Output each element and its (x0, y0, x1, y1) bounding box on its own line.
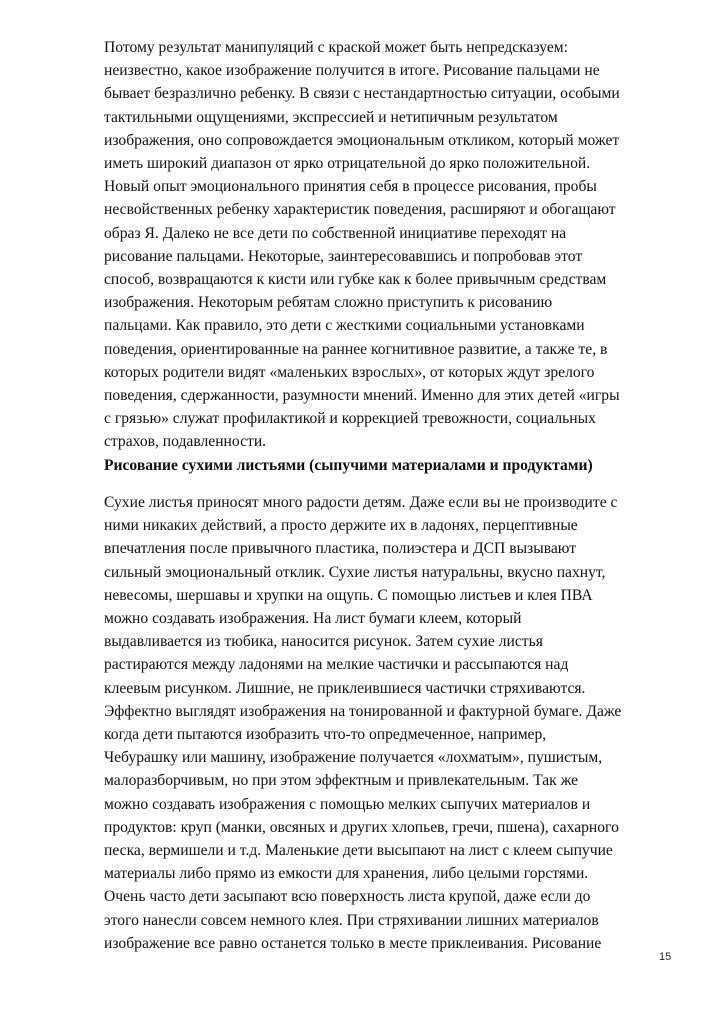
text-line: страхов, подавленности. (104, 433, 267, 451)
text-line: образ Я. Далеко не все дети по собственной инициативе переходят на (104, 224, 567, 242)
text-line: продуктов: круп (манки, овсяных и других хлопьев, гречи, пшена), сахарного (104, 818, 619, 836)
text-line: ними никаких действий, а просто держите их в ладонях, перцептивные (104, 517, 578, 535)
text-line: неизвестно, какое изображение получится в итоге. Рисование пальцами не (104, 62, 600, 80)
text-line: Эффектно выглядят изображения на тонированной и фактурной бумаге. Даже (104, 702, 622, 720)
text-line: песка, вермишели и т.д. Маленькие дети высыпают на лист с клеем сыпучие (104, 842, 613, 860)
text-line: этого нанесли совсем немного клея. При стряхивании лишних материалов (104, 911, 599, 929)
text-line: бывает безразлично ребенку. В связи с нестандартностью ситуации, особыми (104, 85, 620, 103)
text-line: можно создавать изображения с помощью мелких сыпучих материалов и (104, 795, 591, 813)
text-line: материалы либо прямо из емкости для хранения, либо целыми горстями. (104, 865, 589, 883)
page-number: 15 (659, 951, 672, 963)
text-line: Потому результат манипуляций с краской может быть непредсказуем: (104, 39, 568, 56)
section-heading: Рисование сухими листьями (сыпучими материалами и продуктами) (104, 457, 593, 474)
paragraph-dry-leaves (104, 491, 684, 955)
text-line: пальцами. Как правило, это дети с жесткими социальными установками (104, 317, 585, 335)
text-line: тактильными ощущениями, экспрессией и нетипичным результатом (104, 108, 558, 126)
text-line: рисование пальцами. Некоторые, заинтересовавшись и попробовав этот (104, 247, 583, 265)
text-line: поведения, сдержанности, разумности мнений. Именно для этих детей «игры (104, 387, 620, 405)
text-line: изображения. Некоторым ребятам сложно приступить к рисованию (104, 294, 553, 312)
text-line: изображения, оно сопровождается эмоциональным откликом, который может (104, 131, 620, 149)
text-line: Чебурашку или машину, изображение получается «лохматым», пушистым, (104, 749, 603, 767)
text-line: можно создавать изображения. На лист бумаги клеем, который (104, 610, 522, 628)
text-line: Новый опыт эмоционального принятия себя в процессе рисования, пробы (104, 178, 597, 196)
text-line: с грязью» служат профилактикой и коррекцией тревожности, социальных (104, 410, 596, 428)
text-line: выдавливается из тюбика, наносится рисунок. Затем сухие листья (104, 633, 543, 651)
text-line: клеевым рисунком. Лишние, не приклеившиеся частички стряхиваются. (104, 679, 586, 697)
text-line: растираются между ладонями на мелкие частички и рассыпаются над (104, 656, 569, 674)
paragraph-finger-painting (104, 36, 684, 454)
text-line: иметь широкий диапазон от ярко отрицательной до ярко положительной. (104, 155, 591, 173)
text-line: которых родители видят «маленьких взрослых», от которых ждут зрелого (104, 363, 595, 381)
text-line: сильный эмоциональный отклик. Сухие листья натуральны, вкусно пахнут, (104, 563, 606, 581)
text-line: поведения, ориентированные на раннее когнитивное развитие, а также те, в (104, 340, 608, 358)
text-line: несвойственных ребенку характеристик поведения, расширяют и обогащают (104, 201, 616, 219)
text-line: малоразборчивым, но при этом эффектным и привлекательным. Так же (104, 772, 579, 790)
text-line: изображение все равно останется только в месте приклеивания. Рисование (104, 934, 602, 952)
text-line: невесомы, шершавы и хрупки на ощупь. С помощью листьев и клея ПВА (104, 586, 593, 604)
text-line: когда дети пытаются изобразить что-то опредмеченное, например, (104, 726, 547, 744)
text-line: способ, возвращаются к кисти или губке как к более привычным средствам (104, 271, 607, 289)
text-line: впечатления после привычного пластика, полиэстера и ДСП вызывают (104, 540, 577, 558)
text-line: Сухие листья приносят много радости детям. Даже если вы не производите с (104, 494, 618, 511)
text-line: Очень часто дети засыпают всю поверхность листа крупой, даже если до (104, 888, 591, 906)
